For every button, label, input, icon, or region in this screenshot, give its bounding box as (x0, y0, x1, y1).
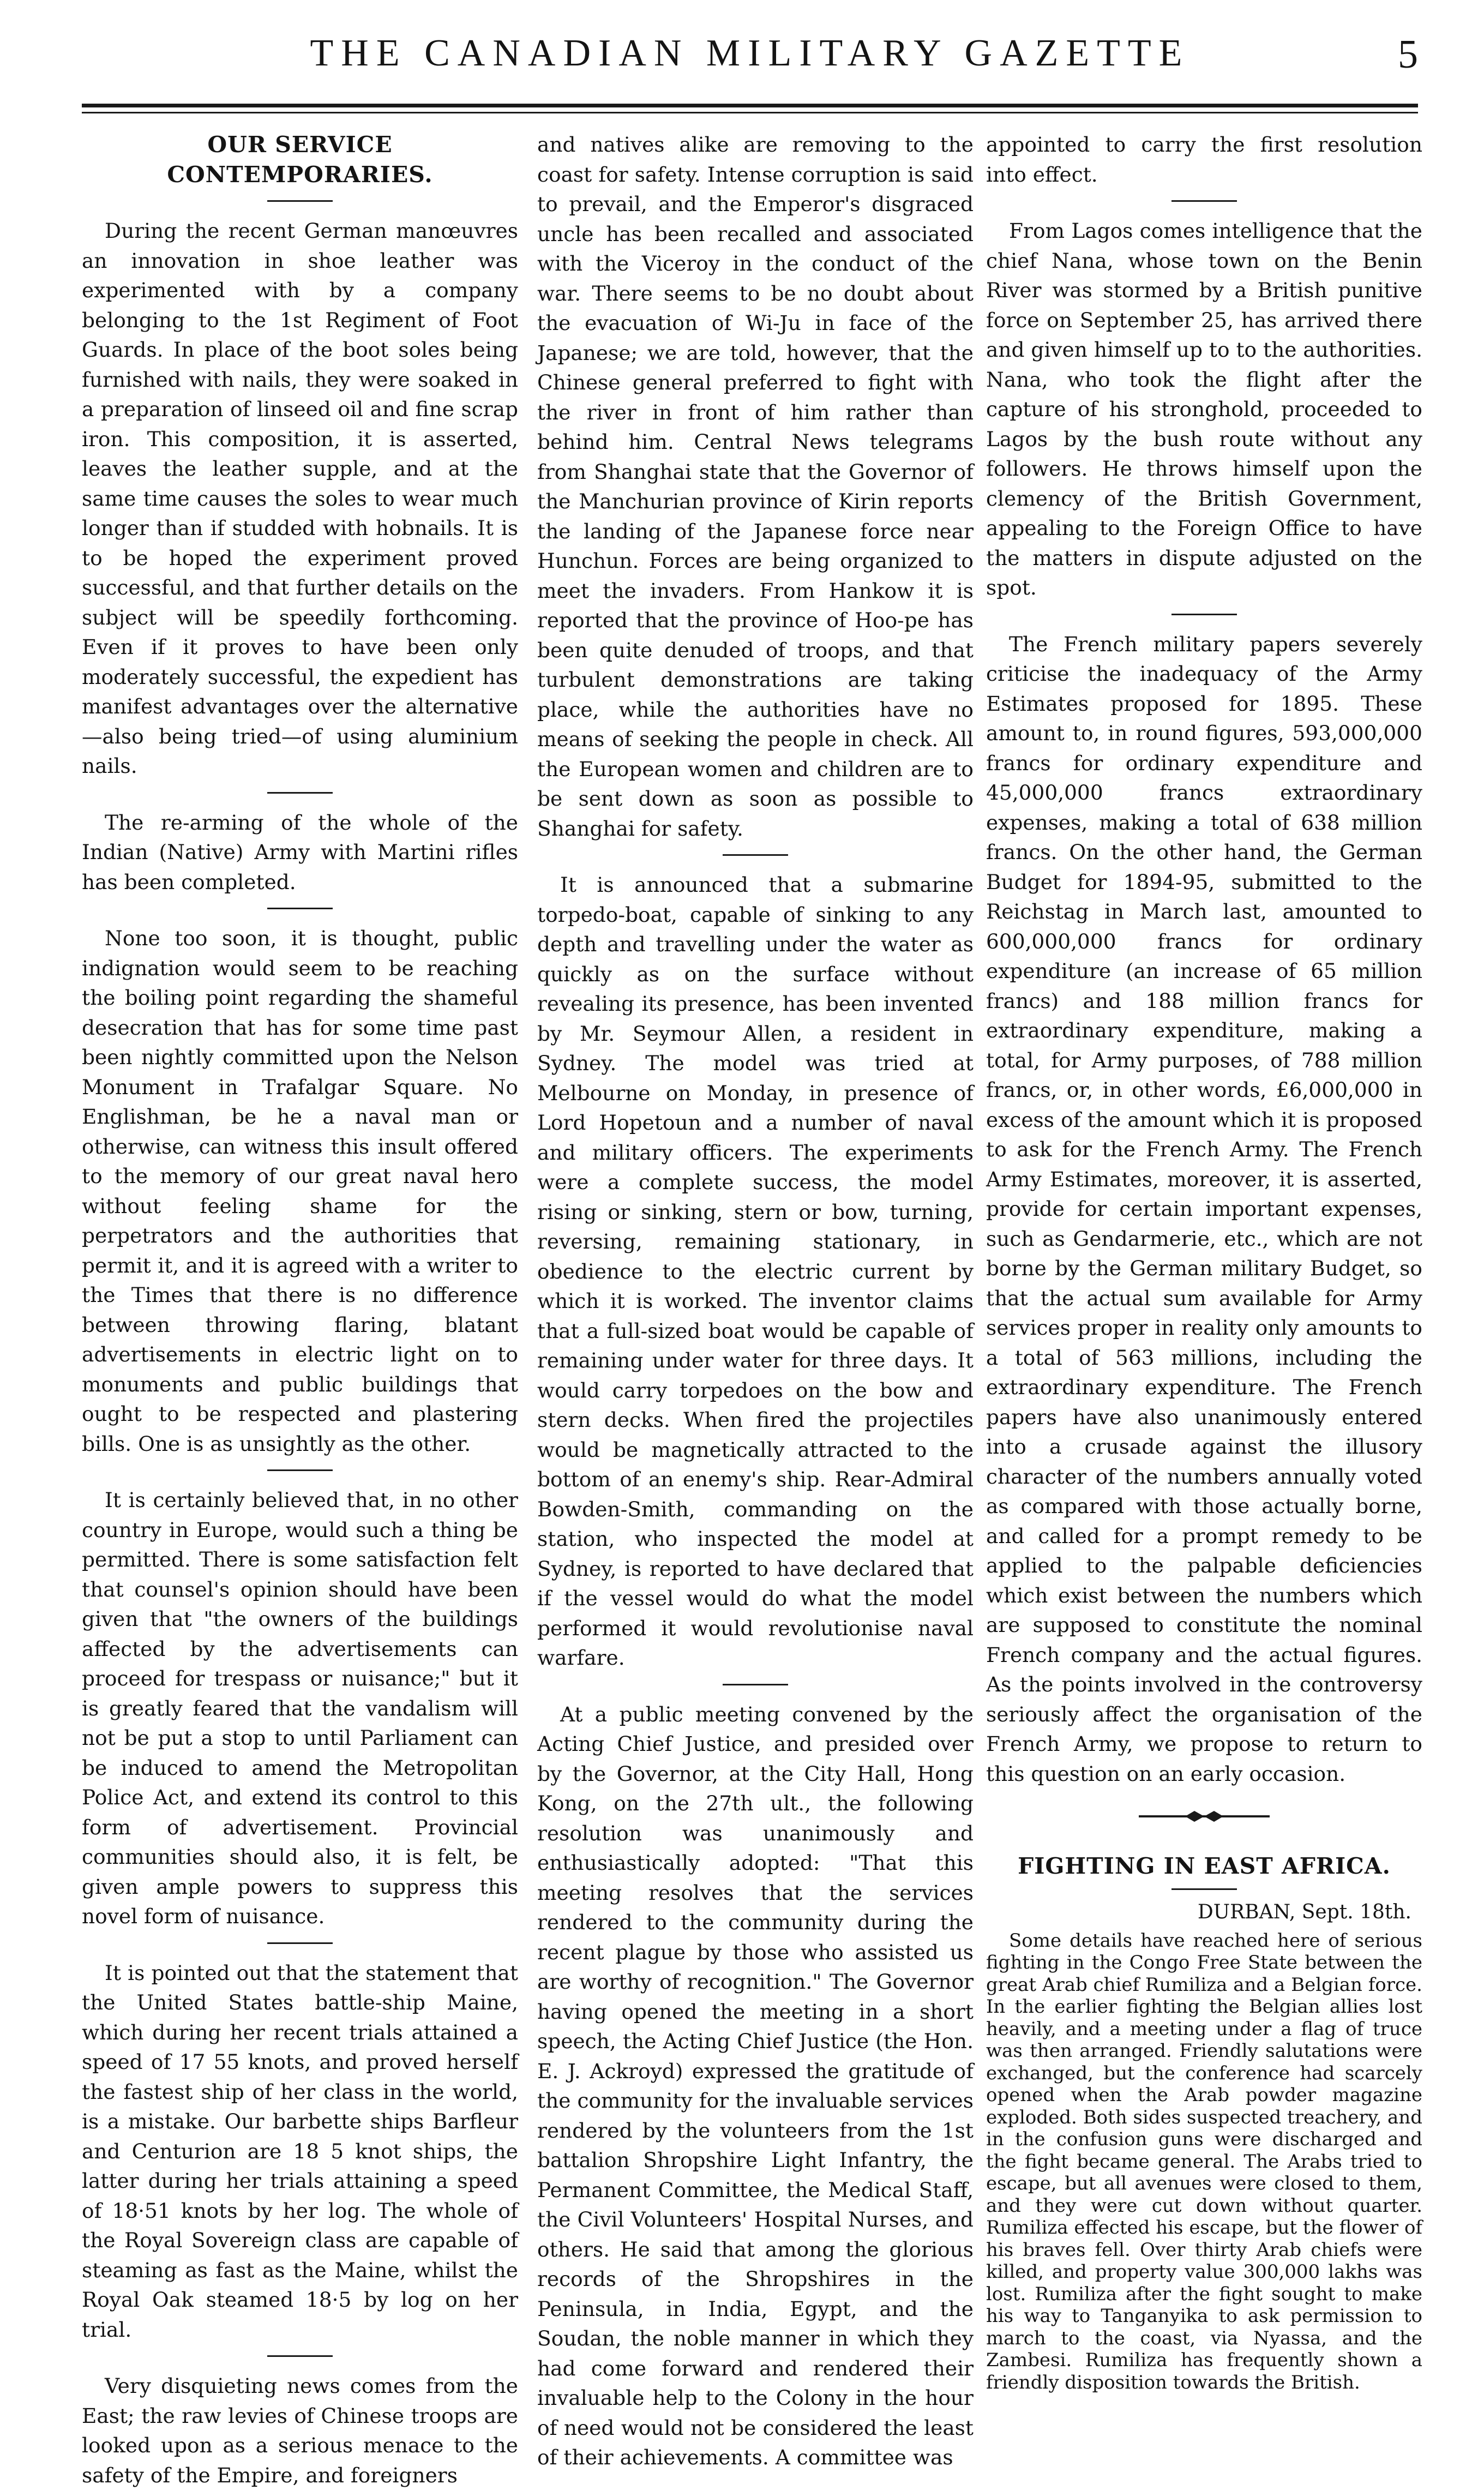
section-heading: OUR SERVICE CONTEMPORARIES. (167, 131, 433, 188)
separator-rule (267, 1469, 333, 1471)
article-paragraph: appointed to carry the first resolution into effect. (986, 133, 1422, 187)
separator-rule (267, 908, 333, 909)
article-paragraph: It is pointed out that the statement that the United States battle-ship Maine, which during her recent trials attained a speed of 17 55 knots, and proved herself the fastest ship of her class in the world, is a mistake. Our barbette ships Barfleur and Centurion are 18 5 knot ships, the latter during her trials attaining a speed of 18·51 knots by her log. The whole of the Royal Sovereign class are capable of steaming as fast as the Maine, whilst the Royal Oak steamed 18·5 by log on her trial. (82, 1960, 518, 2342)
separator-rule (267, 200, 333, 202)
separator-rule (1171, 200, 1237, 202)
masthead (82, 22, 1418, 104)
article-paragraph: None too soon, it is thought, public indignation would seem to be reaching the boiling point regarding the shameful desecration that has for some time past been nightly committed upon the Nelson Monument in Trafalgar Square. No Englishman, be he a naval man or otherwise, can witness this insult offered to the memory of our great naval hero without feeling shame for the perpetrators and the authorities that permit it, and it is agreed with a writer to the Times that there is no difference between throwing flaring, blatant advertisements in electric light on to monuments and public buildings that ought to be respected and plastering bills. One is as unsightly as the other. (82, 926, 518, 1456)
small-print-block (986, 1930, 1422, 2394)
article-paragraph: The French military papers severely criticise the inadequacy of the Army Estimates proposed for 1895. These amount to, in round figures, 593,000,000 francs for ordinary expenditure and 45,000,000 francs extraordinary expenses, making a total of 638 million francs. On the other hand, the German Budget for 1894-95, submitted to the Reichstag in March last, amounted to 600,000,000 francs for ordinary expenditure (an increase of 65 million francs) and 188 million francs for extraordinary expenditure, making a total, for Army purposes, of 788 million francs, or, in other words, £6,000,000 in excess of the amount which it is proposed to ask for the French Army. The French Army Estimates, moreover, it is asserted, provide for certain important expenses, such as Gendarmerie, etc., which are not borne by the German military Budget, so that the actual sum available for Army services proper in reality only amounts to a total of 563 millions, including the extraordinary expenditure. The French papers have also unanimously entered into a crusade against the illusory character of the numbers annually voted as compared with those actually borne, and called for a prompt remedy to be applied to the palpable deficiencies which exist between the numbers which are supposed to constitute the nominal French company and the actual figures. As the points involved in the controversy seriously affect the organisation of the French Army, we propose to return to this question on an early occasion. (986, 632, 1422, 1786)
article-paragraph: Very disquieting news comes from the East; the raw levies of Chinese troops are looked upon as a serious menace to the safety of the Empire, and foreigners (82, 2374, 518, 2487)
separator-rule (723, 1684, 788, 1685)
masthead-rule-thin (82, 112, 1418, 113)
article-paragraph: The re-arming of the whole of the Indian (Native) Army with Martini rifles has been completed. (82, 810, 518, 894)
separator-rule (1171, 1888, 1237, 1890)
column-2 (537, 130, 974, 2469)
article-paragraph: and natives alike are removing to the coast for safety. Intense corruption is said to prevail, and the Emperor's disgraced uncle has been recalled and associated with the Viceroy in the conduct of the war. There seems to be no doubt about the evacuation of Wi-Ju in face of the Japanese; we are told, however, that the Chinese general preferred to fight with the river in front of him rather than behind him. Central News telegrams from Shanghai state that the Governor of the Manchurian province of Kirin reports the landing of the Japanese force near Hunchun. Forces are being organized to meet the invaders. From Hankow it is reported that the province of Hoo-pe has been quite denuded of troops, and that turbulent demonstrations are taking place, while the authorities have no means of seeking the people in check. All the European women and children are to be sent down as soon as possible to Shanghai for safety. (537, 133, 974, 841)
separator-rule (1171, 614, 1237, 615)
article-paragraph: It is announced that a submarine torpedo-boat, capable of sinking to any depth and travelling under the water as quickly as on the surface without revealing its presence, has been invented by Mr. Seymour Allen, a resident in Sydney. The model was tried at Melbourne on Monday, in presence of Lord Hopetoun and a number of naval and military officers. The experiments were a complete success, the model rising or sinking, stern or bow, turning, reversing, remaining stationary, in obedience to the electric current by which it is worked. The inventor claims that a full-sized boat would be capable of remaining under water for three days. It would carry torpedoes on the bow and stern decks. When fired the projectiles would be magnetically attracted to the bottom of an enemy's ship. Rear-Admiral Bowden-Smith, commanding on the station, who inspected the model at Sydney, is reported to have declared that if the vessel would do what the model performed it would revolutionise naval warfare. (537, 873, 974, 1670)
article-paragraph: It is certainly believed that, in no other country in Europe, would such a thing be permitted. There is some satisfaction felt that counsel's opinion should have been given that "the owners of the buildings affected by the advertisements can proceed for trespass or nuisance;" but it is greatly feared that the vandalism will not be put a stop to until Parliament can be induced to amend the Metropolitan Police Act, and extend its control to this form of advertisement. Provincial communities should also, it is felt, be given ample powers to suppress this novel form of nuisance. (82, 1488, 518, 1928)
article-paragraph: During the recent German manœuvres an innovation in shoe leather was experimented with by a company belonging to the 1st Regiment of Foot Guards. In place of the boot soles being furnished with nails, they were soaked in a preparation of linseed oil and fine scrap iron. This composition, it is asserted, leaves the leather supple, and at the same time causes the soles to wear much longer than if studded with hobnails. It is to be hoped the experiment proved successful, and that further details on the subject will be speedily forthcoming. Even if it proves to have been only moderately successful, the expedient has manifest advantages over the alternative—also being tried—of using aluminium nails. (82, 219, 518, 778)
separator-rule (267, 2355, 333, 2357)
newspaper-title: THE CANADIAN MILITARY GAZETTE (310, 32, 1190, 74)
section-ornament (986, 1803, 1422, 1833)
article-paragraph: From Lagos comes intelligence that the chief Nana, whose town on the Benin River was stormed by a British punitive force on September 25, has arrived there and given himself up to to the authorities. Nana, who took the flight after the capture of his stronghold, proceeded to Lagos by the bush route without any followers. He throws himself upon the clemency of the British Government, appealing to the Foreign Office to have the matters in dispute adjusted on the spot. (986, 219, 1423, 599)
page-number: 5 (1398, 32, 1418, 77)
separator-rule (267, 1942, 333, 1944)
article-paragraph: Some details have reached here of serious fighting in the Congo Free State between the great Arab chief Rumiliza and a Belgian force. In the earlier fighting the Belgian allies lost heavily, and a meeting under a flag of truce was then arranged. Friendly salutations were exchanged, but the conference had scarcely opened when the Arab powder magazine exploded. Both sides suspected treachery, and in the confusion guns were discharged and the fight became general. The Arabs tried to escape, but all avenues were closed to them, and they were cut down without quarter. Rumiliza effected his escape, but the flower of his braves fell. Over thirty Arab chiefs were killed, and property value 300,000 lakhs was lost. Rumiliza after the fight sought to make his way to Tanganyika to ask permission to march to the coast, via Nyassa, and the Zambesi. Rumiliza has frequently shown a friendly disposition towards the British. (986, 1929, 1422, 2393)
column-3 (986, 130, 1422, 2443)
separator-rule (723, 854, 788, 856)
dateline: DURBAN, Sept. 18th. (1197, 1901, 1411, 1923)
separator-rule (267, 792, 333, 794)
section-heading: FIGHTING IN EAST AFRICA. (1018, 1852, 1391, 1879)
article-paragraph: At a public meeting convened by the Acting Chief Justice, and presided over by the Governor, at the City Hall, Hong Kong, on the 27th ult., the following resolution was unanimously and enthusiastically adopted: "That this meeting resolves that the services rendered to the community during the recent plague by those who assisted us are worthy of recognition." The Governor having opened the meeting in a short speech, the Acting Chief Justice (the Hon. E. J. Ackroyd) expressed the gratitude of the community for the invaluable services rendered by the volunteers from the 1st battalion Shropshire Light Infantry, the Permanent Committee, the Medical Staff, the Civil Volunteers' Hospital Nurses, and others. He said that among the glorious records of the Shropshires in the Peninsula, in India, Egypt, and the Soudan, the noble manner in which they had come forward and rendered their invaluable help to the Colony in the hour of need would not be considered the least of their achievements. A committee was (537, 1702, 974, 2469)
ornament-divider-icon (1133, 1808, 1275, 1825)
column-1 (82, 130, 518, 2487)
masthead-rule-thick (82, 104, 1418, 107)
